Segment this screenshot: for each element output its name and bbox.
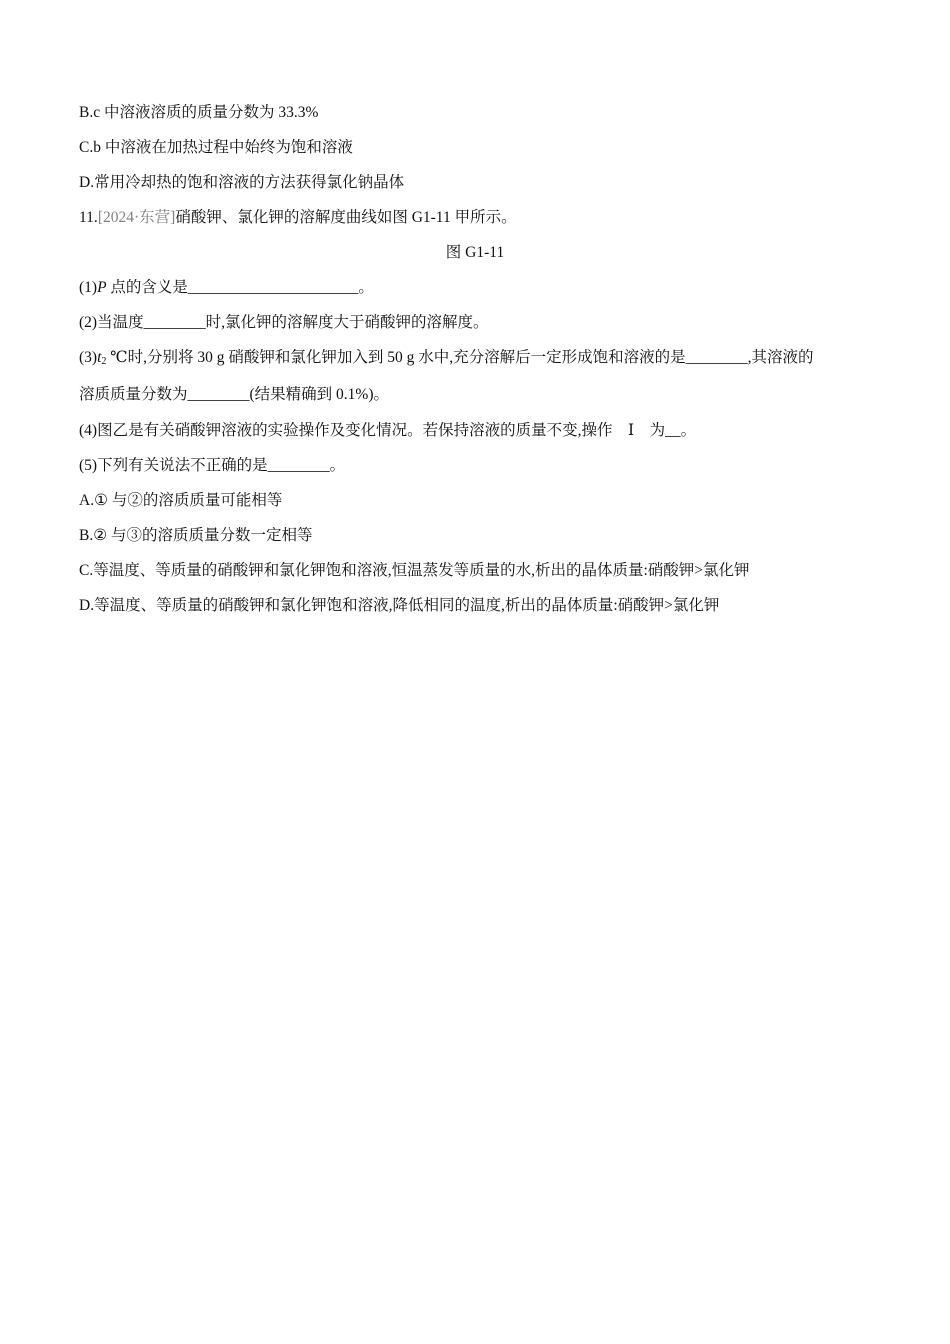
question-source: [2024·东营] bbox=[97, 209, 176, 226]
question-part-2: (2)当温度________时,氯化钾的溶解度大于硝酸钾的溶解度。 bbox=[79, 314, 489, 331]
question-11-stem: 11.[2024·东营]硝酸钾、氯化钾的溶解度曲线如图 G1-11 甲所示。 bbox=[79, 209, 517, 226]
question-part-5: (5)下列有关说法不正确的是________。 bbox=[79, 457, 346, 474]
question-part-4: (4)图乙是有关硝酸钾溶液的实验操作及变化情况。若保持溶液的质量不变,操作 Ⅰ 为__。 bbox=[79, 422, 697, 439]
figure-caption: 图 G1-11 bbox=[445, 244, 505, 261]
option-c: C.等温度、等质量的硝酸钾和氯化钾饱和溶液,恒温蒸发等质量的水,析出的晶体质量:硝酸钾>氯化钾 bbox=[79, 562, 750, 579]
option-b: B.② 与③的溶质质量分数一定相等 bbox=[79, 527, 313, 544]
option-b-prev: B.c 中溶液溶质的质量分数为 33.3% bbox=[79, 104, 319, 121]
question-part-1: (1)P 点的含义是______________________。 bbox=[79, 279, 374, 296]
question-part-3-continued: 溶质质量分数为________(结果精确到 0.1%)。 bbox=[79, 386, 389, 403]
option-d: D.等温度、等质量的硝酸钾和氯化钾饱和溶液,降低相同的温度,析出的晶体质量:硝酸钾>氯化钾 bbox=[79, 597, 720, 614]
question-part-3: $(3)t_2$ ℃时,分别将 30 g 硝酸钾和氯化钾加入到 50 g 水中,充分溶解后一定形成饱和溶液的是________,其溶液的 bbox=[79, 349, 814, 367]
option-a: A.① 与②的溶质质量可能相等 bbox=[79, 492, 283, 509]
option-d-prev: D.常用冷却热的饱和溶液的方法获得氯化钠晶体 bbox=[79, 174, 405, 191]
option-c-prev: C.b 中溶液在加热过程中始终为饱和溶液 bbox=[79, 139, 353, 156]
